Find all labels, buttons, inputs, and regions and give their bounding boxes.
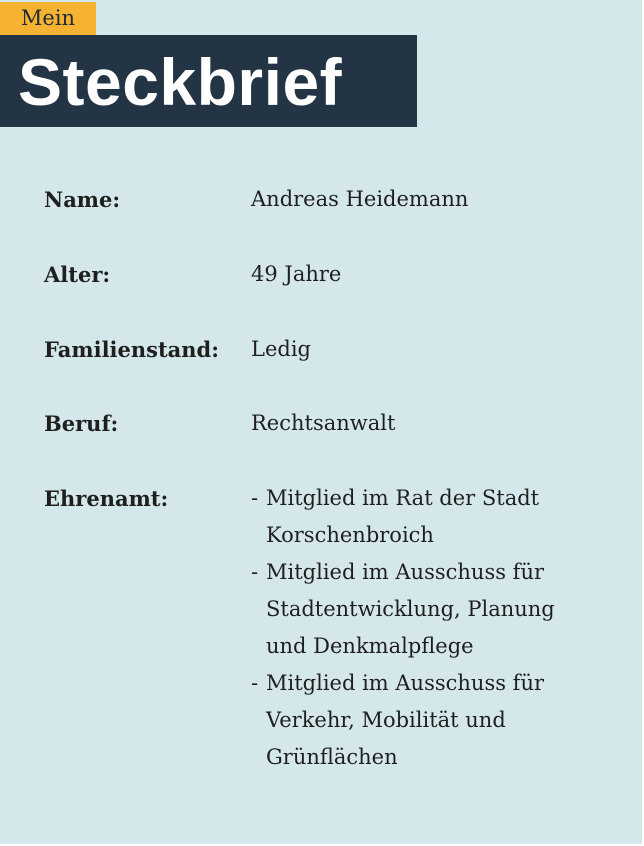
list-dash: -	[251, 560, 259, 584]
row-value: Andreas Heidemann	[251, 187, 469, 211]
honorary-list	[251, 480, 611, 776]
list-item-line: Mitglied im Ausschuss für	[266, 671, 545, 695]
list-item-line: Mitglied im Ausschuss für	[266, 560, 545, 584]
list-item-line: Korschenbroich	[266, 523, 434, 547]
list-item-line: Mitglied im Rat der Stadt	[266, 486, 540, 510]
list-dash: -	[251, 671, 259, 695]
row-value: Rechtsanwalt	[251, 411, 396, 435]
row-label: Familienstand:	[44, 337, 219, 362]
row-label: Ehrenamt:	[44, 486, 169, 511]
list-item	[251, 554, 611, 665]
list-item-line: und Denkmalpflege	[266, 634, 474, 658]
row-label: Beruf:	[44, 411, 119, 436]
list-item-line: Verkehr, Mobilität und	[266, 708, 506, 732]
list-item-line: Grünflächen	[266, 745, 398, 769]
list-item	[251, 665, 611, 776]
row-label: Alter:	[44, 262, 111, 287]
list-item	[251, 480, 611, 554]
title-banner	[0, 35, 417, 127]
page-title: Steckbrief	[18, 45, 343, 119]
row-label: Name:	[44, 187, 121, 212]
row-value: 49 Jahre	[251, 262, 342, 286]
list-item-line: Stadtentwicklung, Planung	[266, 597, 555, 621]
list-dash: -	[251, 486, 259, 510]
row-value: Ledig	[251, 337, 311, 361]
kicker-label: Mein	[0, 2, 96, 35]
